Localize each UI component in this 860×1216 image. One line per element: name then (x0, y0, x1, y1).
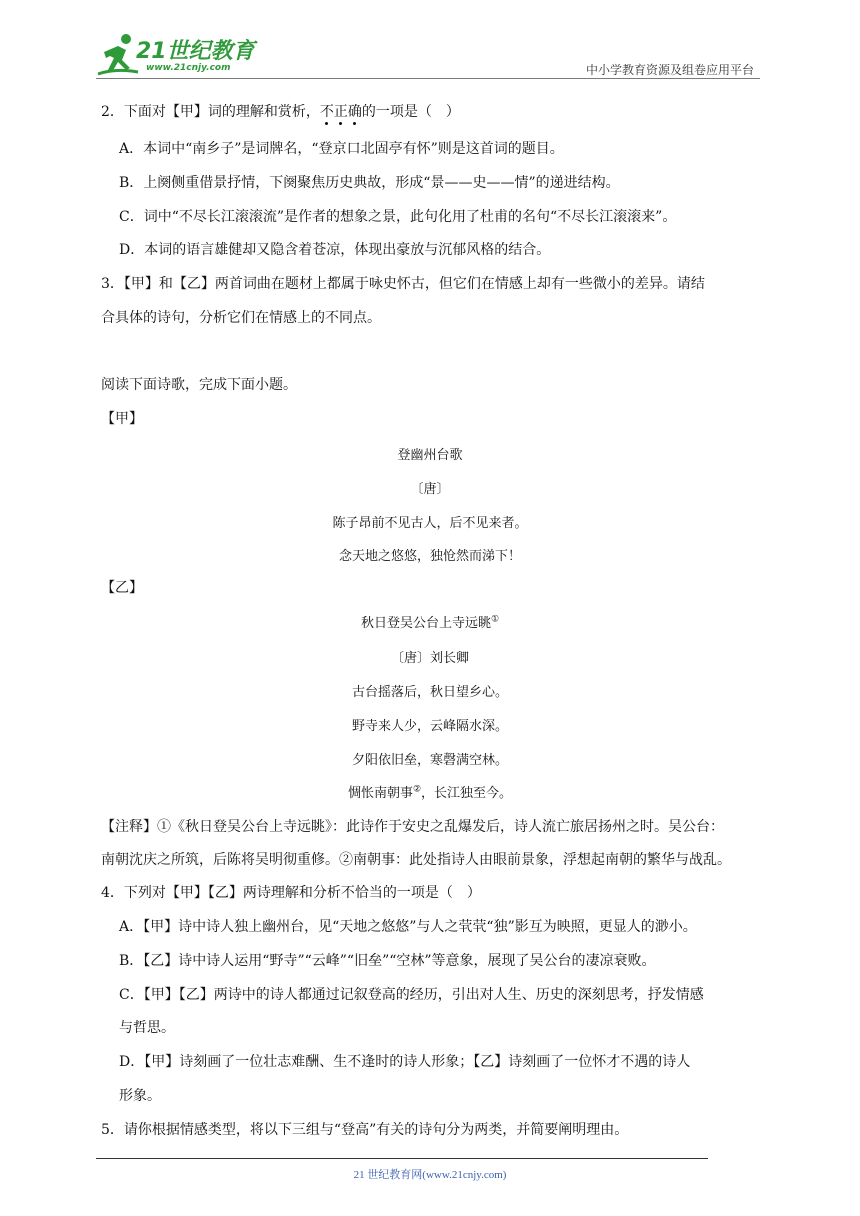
runner-logo-icon (96, 32, 140, 76)
poem-yi-line-4 (0, 782, 860, 801)
note-line-2: 南朝沈庆之所筑，后陈将吴明彻重修。②南朝事：此处指诗人由眼前景象，浮想起南朝的繁华与战乱。 (101, 852, 731, 868)
q4-stem: 4．下列对【甲】【乙】两诗理解和分析不恰当的一项是（ ） (101, 885, 481, 901)
poem-jia-line-1: 陈子昂前不见古人，后不见来者。 (332, 516, 528, 531)
emphasis-char: 正 (333, 104, 348, 120)
emphasis-char: 确 (347, 104, 362, 120)
q3-line-2: 合具体的诗句，分析它们在情感上的不同点。 (101, 310, 381, 326)
logo-text: 21世纪教育 (136, 39, 255, 64)
q2-stem (101, 103, 460, 121)
poem-yi-line-4b: ，长江独至今。 (421, 786, 513, 801)
footnote-mark: ① (490, 614, 500, 625)
q4-option-b: B．【乙】诗中诗人运用“野寺”“云峰”“旧垒”“空林”等意象，展现了吴公台的凄凉衰败。 (119, 953, 656, 969)
q4-option-d-line-2: 形象。 (119, 1088, 161, 1104)
poem-yi-author: 〔唐〕刘长卿 (390, 651, 469, 666)
logo-url: www.21cnjy.com (146, 63, 231, 73)
q4-option-d-line-1: D．【甲】诗刻画了一位壮志难酬、生不逢时的诗人形象；【乙】诗刻画了一位怀才不遇的诗人 (119, 1054, 691, 1070)
poem-jia-title: 登幽州台歌 (397, 448, 463, 463)
q3-line-1: 3．【甲】和【乙】两首词曲在题材上都属于咏史怀古，但它们在情感上却有一些微小的差异。请结 (101, 276, 705, 292)
page-header (0, 0, 860, 80)
q2-option-c: C．词中“不尽长江滚滚流”是作者的想象之景，此句化用了杜甫的名句“不尽长江滚滚来”。 (119, 209, 677, 225)
poem-yi-title-text: 秋日登吴公台上寺远眺 (360, 616, 491, 631)
q4-option-c-line-1: C．【甲】【乙】两诗中的诗人都通过记叙登高的经历，引出对人生、历史的深刻思考，抒发情感 (119, 987, 704, 1003)
site-logo (96, 32, 266, 80)
poem-yi-line-2: 野寺来人少，云峰隔水深。 (351, 719, 508, 734)
q2-option-d: D．本词的语言雄健却又隐含着苍凉，体现出豪放与沉郁风格的结合。 (119, 242, 551, 258)
poem-jia-label: 【甲】 (101, 411, 143, 427)
reading-intro: 阅读下面诗歌，完成下面小题。 (101, 377, 297, 393)
poem-jia-author: 〔唐〕 (410, 482, 450, 497)
poem-yi-line-4a: 惆怅南朝事 (347, 786, 413, 801)
footer-divider (96, 1158, 708, 1159)
note-line-1: 【注释】①《秋日登吴公台上寺远眺》：此诗作于安史之乱爆发后，诗人流亡旅居扬州之时。吴公台： (101, 819, 724, 835)
footnote-mark: ② (412, 784, 422, 795)
poem-yi-title (0, 612, 860, 631)
q5-stem: 5．请你根据情感类型，将以下三组与“登高”有关的诗句分为两类，并简要阐明理由。 (101, 1122, 629, 1138)
poem-yi-line-3: 夕阳依旧垒，寒磬满空林。 (351, 753, 508, 768)
poem-yi-label: 【乙】 (101, 580, 143, 596)
emphasis-char: 不 (319, 104, 334, 120)
page-footer: 21 世纪教育网(www.21cnjy.com) (353, 1169, 507, 1181)
poem-jia-line-2: 念天地之悠悠，独怆然而涕下！ (338, 549, 521, 564)
poem-yi-line-1: 古台摇落后，秋日望乡心。 (351, 685, 508, 700)
q2-option-a: A．本词中“南乡子”是词牌名，“登京口北固亭有怀”则是这首词的题目。 (119, 141, 564, 157)
q2-option-b: B．上阕侧重借景抒情，下阕聚焦历史典故，形成“景——史——情”的递进结构。 (119, 175, 620, 191)
header-divider (96, 78, 760, 79)
q4-option-c-line-2: 与哲思。 (119, 1020, 175, 1036)
q2-stem-post: 的一项是（ ） (361, 104, 460, 120)
platform-name: 中小学教育资源及组卷应用平台 (585, 63, 754, 77)
q4-option-a: A．【甲】诗中诗人独上幽州台，见“天地之悠悠”与人之茕茕“独”影互为映照，更显人的渺小。 (119, 919, 697, 935)
q2-stem-pre: 2．下面对【甲】词的理解和赏析， (101, 104, 320, 120)
